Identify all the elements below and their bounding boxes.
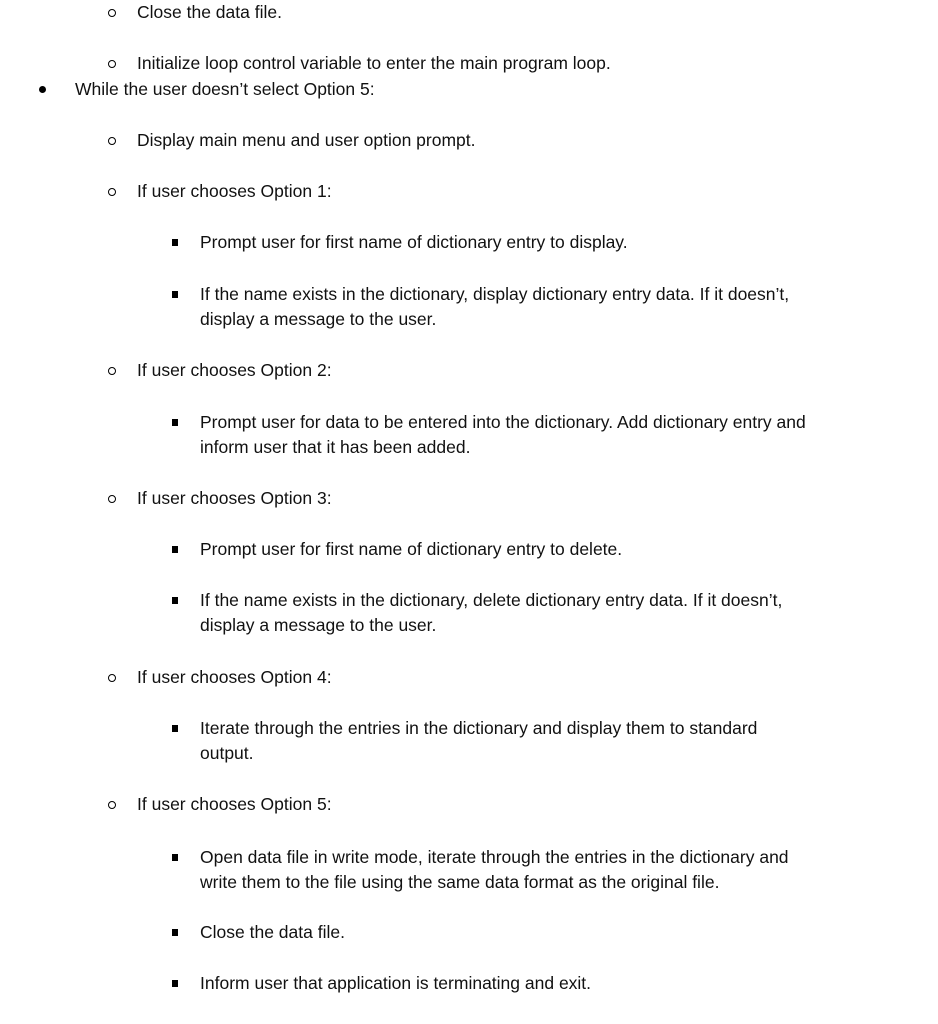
list-item-text: Close the data file. [200, 922, 345, 942]
circle-bullet-icon [108, 495, 116, 503]
square-bullet-icon [172, 980, 178, 987]
list-item-level-2 [137, 665, 332, 690]
list-item-text: While the user doesn’t select Option 5: [75, 79, 375, 99]
list-item-text: Initialize loop control variable to enter the main program loop. [137, 53, 611, 73]
list-item-text: Close the data file. [137, 2, 282, 22]
list-item-level-3 [200, 971, 591, 996]
list-item-level-2 [137, 358, 332, 383]
list-item-level-3 [200, 920, 345, 945]
list-item-text: Inform user that application is terminating and exit. [200, 973, 592, 993]
list-item-level-3 [200, 537, 622, 562]
list-item-text: Prompt user for first name of dictionary entry to delete. [200, 539, 623, 559]
list-item-text-line: write them to the file using the same data format as the original file. [200, 872, 720, 892]
square-bullet-icon [172, 419, 178, 426]
circle-bullet-icon [108, 188, 116, 196]
circle-bullet-icon [108, 137, 116, 145]
list-item-level-1 [75, 77, 375, 102]
circle-bullet-icon [108, 9, 116, 17]
circle-bullet-icon [108, 801, 116, 809]
list-item-level-3 [200, 410, 806, 460]
circle-bullet-icon [108, 367, 116, 375]
square-bullet-icon [172, 929, 178, 936]
square-bullet-icon [172, 291, 178, 298]
list-item-text: If user chooses Option 4: [137, 667, 332, 687]
list-item-level-2 [137, 128, 476, 153]
list-item-level-2 [137, 792, 332, 817]
square-bullet-icon [172, 546, 178, 553]
list-item-text: Prompt user for first name of dictionary entry to display. [200, 232, 628, 252]
list-item-level-2 [137, 179, 332, 204]
square-bullet-icon [172, 854, 178, 861]
list-item-text-line: If the name exists in the dictionary, delete dictionary entry data. If it doesn’t, [200, 590, 783, 610]
list-item-text-line: display a message to the user. [200, 615, 437, 635]
list-item-text: Display main menu and user option prompt. [137, 130, 476, 150]
circle-bullet-icon [108, 60, 116, 68]
list-item-level-2 [137, 51, 611, 76]
list-item-text-line: output. [200, 743, 254, 763]
bullet-bullet-icon [39, 86, 46, 93]
circle-bullet-icon [108, 674, 116, 682]
list-item-text-line: Iterate through the entries in the dictionary and display them to standard [200, 718, 758, 738]
list-item-text-line: Open data file in write mode, iterate through the entries in the dictionary and [200, 847, 789, 867]
list-item-text-line: display a message to the user. [200, 309, 437, 329]
list-item-text-line: If the name exists in the dictionary, display dictionary entry data. If it doesn’t, [200, 284, 790, 304]
list-item-level-2 [137, 0, 282, 25]
square-bullet-icon [172, 239, 178, 246]
list-item-text-line: Prompt user for data to be entered into the dictionary. Add dictionary entry and [200, 412, 806, 432]
list-item-text: If user chooses Option 2: [137, 360, 332, 380]
list-item-level-3 [200, 588, 782, 638]
list-item-level-3 [200, 282, 789, 332]
list-item-level-3 [200, 716, 757, 766]
list-item-text: If user chooses Option 3: [137, 488, 332, 508]
list-item-text: If user chooses Option 1: [137, 181, 332, 201]
list-item-level-3 [200, 845, 789, 895]
list-item-text-line: inform user that it has been added. [200, 437, 471, 457]
list-item-level-2 [137, 486, 332, 511]
list-item-level-3 [200, 230, 628, 255]
square-bullet-icon [172, 597, 178, 604]
list-item-text: If user chooses Option 5: [137, 794, 332, 814]
square-bullet-icon [172, 725, 178, 732]
